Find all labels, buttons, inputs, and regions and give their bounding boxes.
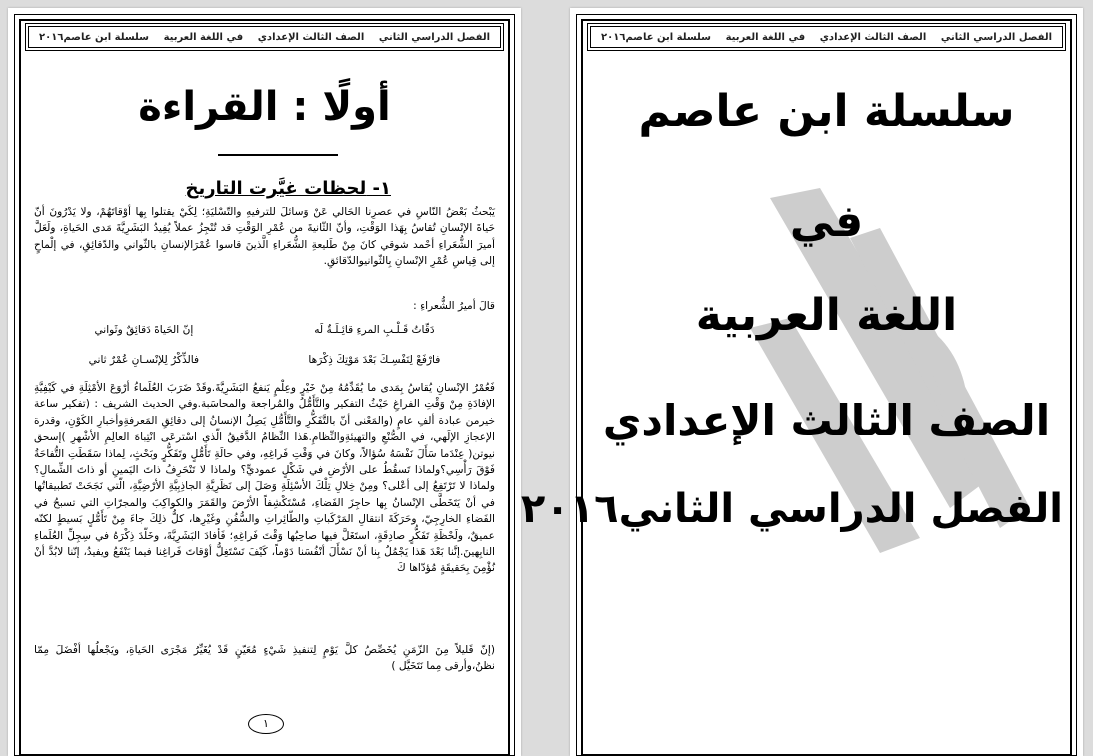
verse-line xyxy=(34,354,495,366)
header-subject: في اللغة العربية xyxy=(725,31,806,43)
verse-hemistich-first: دَقّاتُ قَـلْـبِ المرءِ قائِـلَـةٌ لَه xyxy=(314,324,435,336)
content-page xyxy=(8,8,521,756)
cover-subject: اللغة العربية xyxy=(695,290,958,341)
verse-hemistich-second: إنّ الحَياةَ دَقائِقٌ وثَواني xyxy=(94,324,194,336)
paragraph-main: فَعُمْرُ الإنْسانِ يُقاسُ بِمَدى ما يُقَدِّمُهُ مِنْ خَيْرٍ وعِلْمٍ يَنفعُ البَشَرِيَّةَ.وقَدْ ضَرَبَ العُلَماءُ أرْوَعَ الأمْثِلَةِ في كَيْفِيَّةِ الإفادَةِ مِنْ وَقْتِ الفراغِ حَيْثُ التفكير والتَّأَمُّلُ والمُراجعة والمحاسَبة.وفي الحديث الشريف : (تفكير ساعة خيرمن عبادة ألفِ عامٍ (والمَعْنى أنّ بالتَّفَكُّرِ والتَّأَمُّلِ يَصِلُ الإنسانُ إلى دقائِقِ المَعرفةِوأخبارِ الكَوْنِ، وقدرة الإعجازِ الإلَهي، في الصُّنْعِ والتهيئةِوالنِّظامِ.هَذا النِّظامُ الدَّقيقُ الّذي اسْترعَى انْتِباهَ العالِمِ الأشْهرِ )إسحق نيوتن( عِنْدَما سَأَلَ نَفْسَهُ سُؤالاً، وكانَ في وَقْتِ فَراغِهِ، وفي حالَةِ تَأَمُّلٍ وتَفَكُّرٍ وبَحْثٍ، لِماذا سَقَطَتِ التُّفاحَةُ فَوْقَ رَأْسِي؟ولماذا تَسقُطُ على الأرْضِ في شَكْلٍ عموديٍّ؟ ولماذا لا تَنْحَرِفُ ذاتَ اليَمينِ أو ذاتَ الشِّمالِ؟ ولماذا لا تَرْتَفِعُ إلى أعْلى؟ ومِنْ خِلالِ تِلْكَ الأسْئِلَةِ وَصَلَ إلى نَظَرِيَّةِ الجاذِبِيَّةِ الأرْضِيَّةِ، الّتي نَجَحَتْ تَطبيقاتُها في أنْ يَتَخَطَّى الإنْسانُ بِها حاجِزَ الفَضاءِ، مُسْتَكْشِفاً الأرْضَ والقَمَرَ والكواكِبَ والمجرّاتِ التي تسبحُ في الفَضاءِ الخارِجِيّ، وحَرَكَةَ انتقالِ المَرْكَباتِ والطّائِراتِ والسُّفُنِ وغَيْرِها، كلُّ ذلِكَ جاءَ مِنْ تَأَمُّلٍ بَسيطٍ لكنّه عميقٌ، ولَحْظَةِ تَفَكُّرٍ صادِقَةٍ، استَغَلَّ فيها صاحِبُها وَقْتَ فَراغِهِ؛ فَأفادَ البَشَرِيَّةَ، وخَلّدَ ذِكْرَهُ في سِجِلِّ العُلَماءِ النابِهينَ.إنَّنا بَعْدَ هَذا يَجْمُلُ بِنا أنْ نَسْأَلَ أنْفُسَنا دَوْماً، كَيْفَ نَسْتَغِلُّ أوْقاتَ فَراغِنا فيما يَنْفَعُ ويفيدُ، إنّنا لابُدَّ أنْ نُؤْمِنَ بِحَقيقَةٍ مُؤدّاها كَ xyxy=(34,382,495,575)
verse-line xyxy=(34,324,495,336)
header-series: سلسلة ابن عاصم٢٠١٦ xyxy=(39,31,149,43)
running-header xyxy=(590,26,1063,48)
cover-term-year: الفصل الدراسي الثاني٢٠١٦ xyxy=(520,486,1063,532)
verse-hemistich-second: فالذِّكْرُ لِلإنْسـانِ عُمْرٌ ثاني xyxy=(88,354,200,366)
paragraph-quote: (إنّ قَليلاً مِنَ الزّمَنِ يُخَصِّصُ كلَّ يَوْمٍ لِتنفيذِ شَيْءٍ مُعَيّنٍ قَدْ يُغَيِّرُ مَجْرَى الحَياةِ، ويَجْعلُها أفْضَلَ مِمّا نظنُ،وأرقى مِما نَتَخَيَّل ) xyxy=(34,644,495,673)
section-heading xyxy=(186,178,391,199)
header-subject: في اللغة العربية xyxy=(163,31,244,43)
paragraph-intro: يَبْحثُ بَعْضُ النّاسِ في عصرِنا الحَالي عَنْ وَسائلَ للترفيهِ والتّسْليَةِ؛ لِكَيْ يقتلوا بِها أوْقاتَهُمْ، ولا يَدْرُونَ أنّ حَياةَ الإنْسانِ تُقاسُ بِهَذا الوَقْتِ، وأنّ الثّانيةَ من عُمْرِ الوَقْتِ قد تُنْجِزُ عملاً يُفِيدُ البَشَرِيَّةَ مَدى الحَياةِ، ولَعَلَّ أميرَ الشُّعَراءِ أحْمد شوقي كانَ مِنْ طَليعةِ الشُّعَراءِ الَّذينَ قاسوا عُمْرَالإنسانِ بالثّواني والدّقائِقِ، في إلْماحٍ إلى قِياسِ عُمْرِ الإنْسانِ بِالثّوانيوالدّقائقِ. xyxy=(34,206,495,268)
page-number: ١ xyxy=(248,714,284,734)
cover-series-title: سلسلة ابن عاصم xyxy=(638,86,1015,137)
cover-preposition: في xyxy=(789,196,864,247)
cover-page xyxy=(520,8,1083,756)
section-number: ١- xyxy=(372,178,391,199)
cover-grade: الصف الثالث الإعدادي xyxy=(602,396,1051,445)
verse-hemistich-first: فارْفَعْ لِنَفْسِـكَ بَعْدَ مَوْتِكَ ذِكْرَها xyxy=(308,354,441,366)
title-underline xyxy=(218,154,338,156)
header-grade: الصف الثالث الإعدادي xyxy=(257,31,365,43)
running-header xyxy=(28,26,501,48)
section-title: لحظات غيَّرت التاريخ xyxy=(185,178,367,199)
page-title: أولًا : القراءة xyxy=(138,84,391,130)
poet-label: قالَ أميرُ الشُّعراءِ : xyxy=(413,300,495,312)
header-series: سلسلة ابن عاصم٢٠١٦ xyxy=(601,31,711,43)
header-term: الفصل الدراسي الثاني xyxy=(940,31,1052,43)
header-term: الفصل الدراسي الثاني xyxy=(378,31,490,43)
header-grade: الصف الثالث الإعدادي xyxy=(819,31,927,43)
